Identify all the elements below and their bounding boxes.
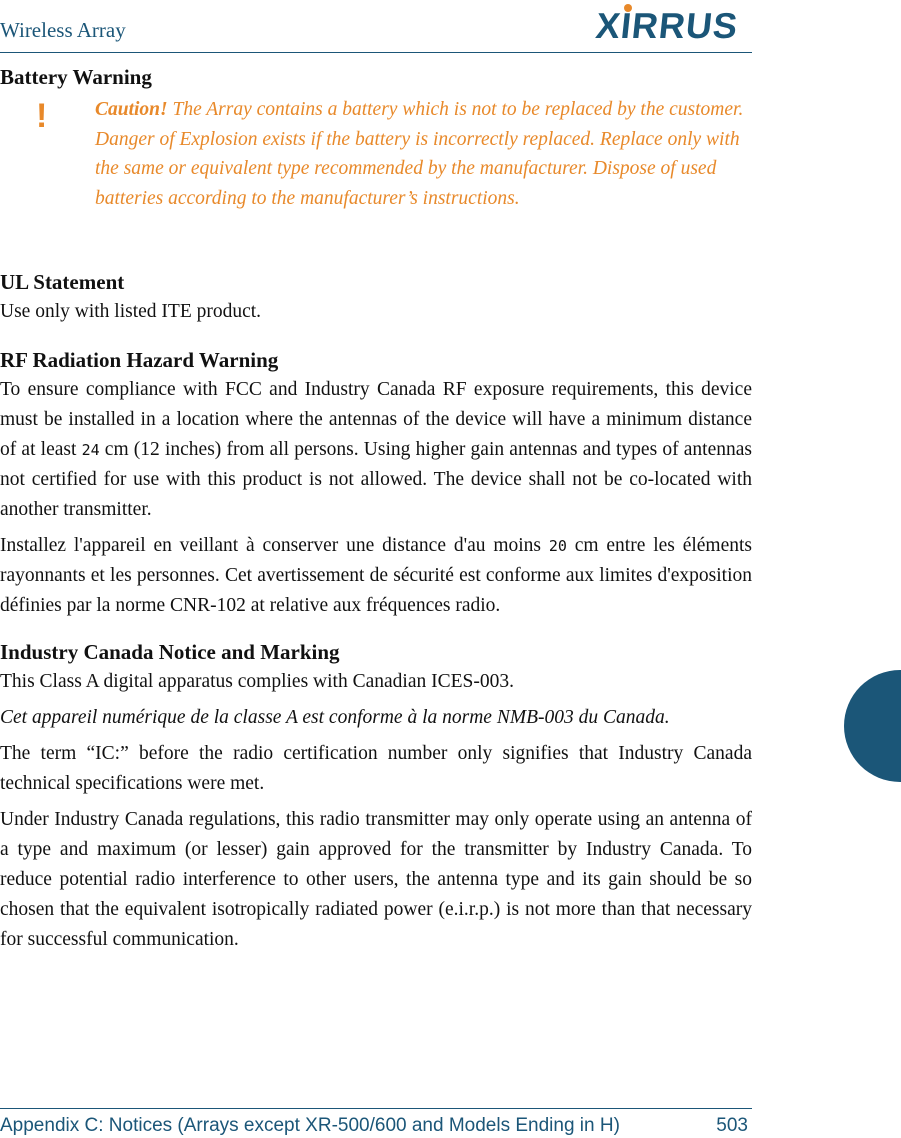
ul-statement-heading: UL Statement <box>0 270 125 294</box>
industry-canada-heading: Industry Canada Notice and Marking <box>0 640 340 664</box>
page-content <box>0 62 752 955</box>
header-title: Wireless Array <box>0 18 126 42</box>
ic-paragraph-2: Cet appareil numérique de la classe A est conforme à la norme NMB-003 du Canada. <box>0 707 670 728</box>
page-number: 503 <box>716 1115 748 1136</box>
rf-p1-text-a: To ensure compliance with FCC and Industry Canada RF exposure requirements, this device must be installed in a location where the antennas of the device will have a minimum distance of at least <box>0 379 752 460</box>
caution-box <box>0 95 752 251</box>
caution-body: The Array contains a battery which is not to be replaced by the customer. Danger of Explosion exists if the battery is incorrectly replaced. Replace only with the same or equivalent type recommended by the manufacturer. Dispose of used batteries according to the manufacturer’s instructions. <box>95 99 744 209</box>
ul-statement-text: Use only with listed ITE product. <box>0 301 262 322</box>
battery-warning-heading: Battery Warning <box>0 65 152 89</box>
chapter-side-tab <box>844 670 901 782</box>
xirrus-logo <box>593 4 748 46</box>
rf-p2-text-b: cm entre les éléments rayonnants et les personnes. Cet avertissement de sécurité est conforme aux limites d'exposition définies par la norme CNR-102 at relative aux fréquences radio. <box>0 535 753 616</box>
ic-paragraph-1: This Class A digital apparatus complies with Canadian ICES-003. <box>0 671 514 692</box>
rf-p1-distance: 24 <box>81 441 100 459</box>
page-header <box>0 0 752 53</box>
caution-text <box>95 95 752 213</box>
ic-paragraph-4: Under Industry Canada regulations, this radio transmitter may only operate using an antenna of a type and maximum (or lesser) gain approved for the transmitter by Industry Canada. To reduce potential radio interference to other users, the antenna type and its gain should be so chosen that the equivalent isotropically radiated power (e.i.r.p.) is not more than that necessary for successful communication. <box>0 809 752 950</box>
ic-paragraph-3: The term “IC:” before the radio certification number only signifies that Industry Canada technical specifications were met. <box>0 743 752 794</box>
page-footer <box>0 1108 752 1138</box>
rf-paragraph-french <box>0 531 752 621</box>
rf-paragraph-english <box>0 375 752 525</box>
footer-text: Appendix C: Notices (Arrays except XR-500/600 and Models Ending in H) <box>0 1115 620 1136</box>
logo-text: XIRRUS <box>593 5 741 46</box>
rf-p2-text-a: Installez l'appareil en veillant à conserver une distance d'au moins <box>0 535 549 556</box>
exclamation-icon: ! <box>36 97 48 135</box>
rf-p2-distance: 20 <box>548 537 567 555</box>
rf-p1-text-b: cm (12 inches) from all persons. Using higher gain antennas and types of antennas not certified for use with this product is not allowed. The device shall not be co-located with another transmitter. <box>0 439 752 520</box>
caution-label: Caution! <box>95 99 168 120</box>
rf-warning-heading: RF Radiation Hazard Warning <box>0 348 279 372</box>
